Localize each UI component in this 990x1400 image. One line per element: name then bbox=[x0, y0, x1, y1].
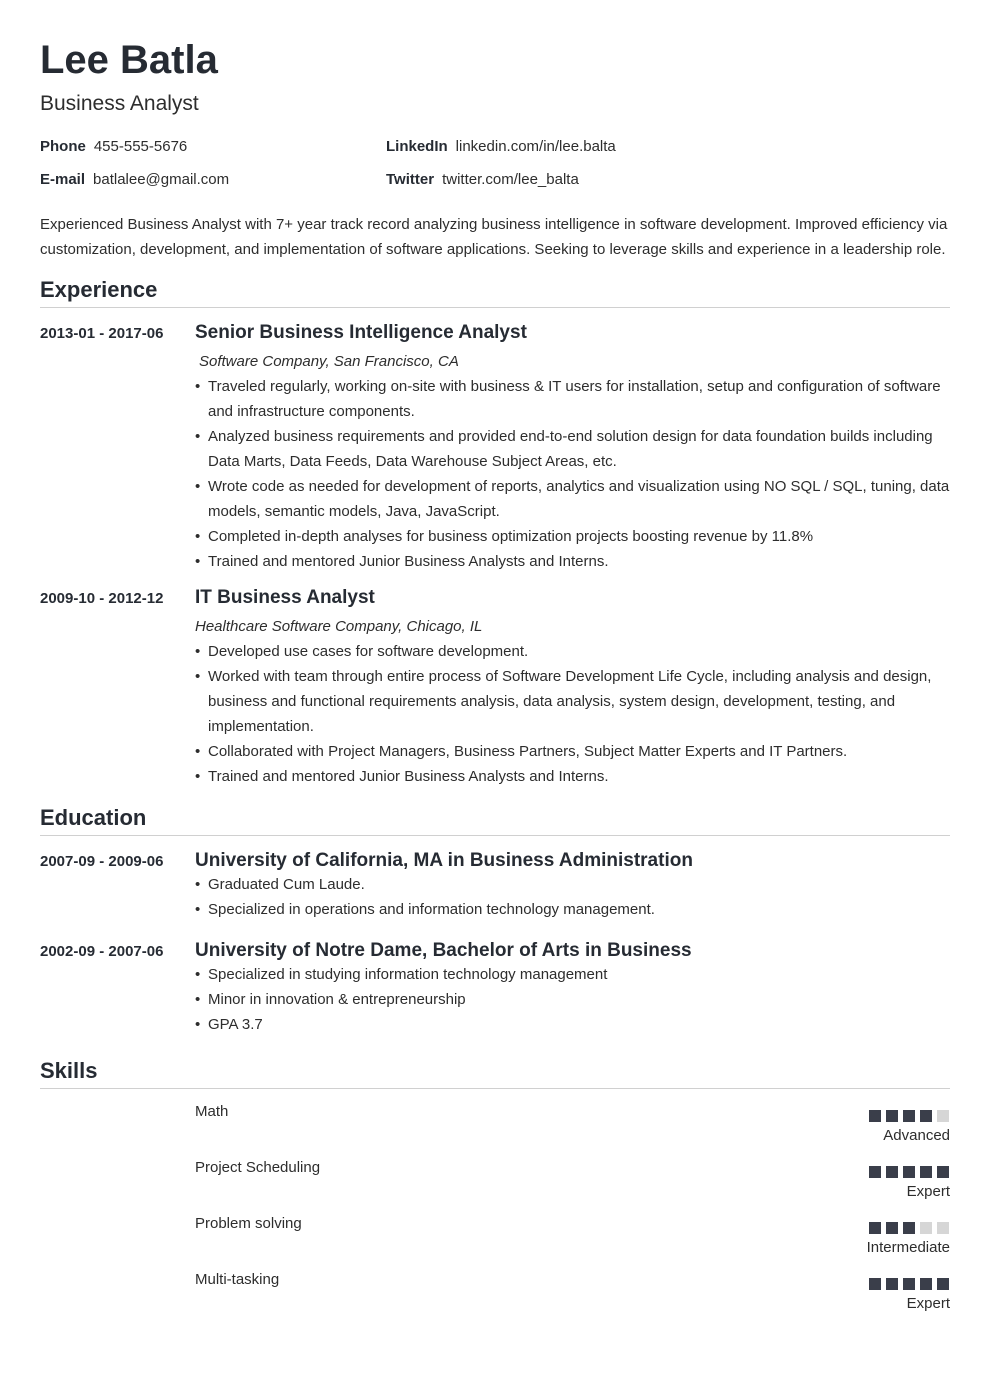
skill-level: Advanced bbox=[883, 1127, 950, 1144]
skill-row bbox=[40, 1215, 950, 1265]
entry-date: 2013-01 - 2017-06 bbox=[40, 325, 164, 342]
list-item: • Graduated Cum Laude. bbox=[195, 872, 950, 897]
list-item: • Worked with team through entire process of Software Development Life Cycle, including analysis and design, business and functional requirements analysis, data analysis, system design, development, testing, and implementation. bbox=[195, 664, 950, 739]
rating-square-filled bbox=[869, 1222, 881, 1234]
rating-square-filled bbox=[903, 1166, 915, 1178]
education-heading: Education bbox=[40, 805, 950, 836]
email-label: E-mail bbox=[40, 171, 86, 188]
list-item: • Traveled regularly, working on-site with business & IT users for installation, setup and configuration of software and infrastructure components. bbox=[195, 374, 950, 424]
rating-square-filled bbox=[869, 1278, 881, 1290]
list-item: • Collaborated with Project Managers, Business Partners, Subject Matter Experts and IT Partners. bbox=[195, 739, 950, 764]
rating-square-filled bbox=[937, 1278, 949, 1290]
rating-square-filled bbox=[869, 1166, 881, 1178]
contact-twitter bbox=[386, 171, 579, 189]
education-details-list bbox=[195, 872, 950, 922]
list-item: • Minor in innovation & entrepreneurship bbox=[195, 987, 950, 1012]
contact-phone bbox=[40, 138, 187, 156]
contact-linkedin bbox=[386, 138, 616, 156]
rating-square-filled bbox=[886, 1166, 898, 1178]
rating-square-filled bbox=[937, 1166, 949, 1178]
skills-heading: Skills bbox=[40, 1058, 950, 1089]
linkedin-value[interactable]: linkedin.com/in/lee.balta bbox=[455, 138, 616, 155]
candidate-name: Lee Batla bbox=[40, 38, 218, 82]
degree-title: University of Notre Dame, Bachelor of Arts in Business bbox=[195, 940, 692, 961]
entry-date: 2002-09 - 2007-06 bbox=[40, 943, 164, 960]
experience-heading: Experience bbox=[40, 277, 950, 308]
rating-square-filled bbox=[903, 1278, 915, 1290]
phone-label: Phone bbox=[40, 138, 86, 155]
list-item: • Trained and mentored Junior Business Analysts and Interns. bbox=[195, 549, 950, 574]
duties-list bbox=[195, 374, 950, 574]
entry-body bbox=[195, 850, 950, 922]
rating-square-filled bbox=[886, 1110, 898, 1122]
twitter-value[interactable]: twitter.com/lee_balta bbox=[442, 171, 579, 188]
skill-rating bbox=[869, 1110, 949, 1122]
linkedin-label: LinkedIn bbox=[386, 138, 448, 155]
list-item: • Developed use cases for software development. bbox=[195, 639, 950, 664]
contact-email bbox=[40, 171, 229, 189]
skill-rating bbox=[869, 1278, 949, 1290]
list-item: • Specialized in operations and information technology management. bbox=[195, 897, 950, 922]
rating-square-filled bbox=[903, 1110, 915, 1122]
list-item: • GPA 3.7 bbox=[195, 1012, 950, 1037]
skill-rating bbox=[869, 1166, 949, 1178]
candidate-title: Business Analyst bbox=[40, 92, 199, 115]
entry-date: 2007-09 - 2009-06 bbox=[40, 853, 164, 870]
skill-row bbox=[40, 1271, 950, 1321]
rating-square-empty bbox=[937, 1110, 949, 1122]
job-title: Senior Business Intelligence Analyst bbox=[195, 322, 527, 343]
duties-list bbox=[195, 639, 950, 789]
list-item: • Completed in-depth analyses for business optimization projects boosting revenue by 11.8% bbox=[195, 524, 950, 549]
company-line: Software Company, San Francisco, CA bbox=[199, 353, 459, 370]
entry-body bbox=[195, 322, 950, 574]
email-value[interactable]: batlalee@gmail.com bbox=[93, 171, 230, 188]
entry-body bbox=[195, 587, 950, 789]
rating-square-filled bbox=[920, 1110, 932, 1122]
skill-level: Expert bbox=[906, 1295, 950, 1312]
skill-name: Multi-tasking bbox=[195, 1271, 280, 1288]
rating-square-filled bbox=[920, 1278, 932, 1290]
skill-name: Problem solving bbox=[195, 1215, 302, 1232]
skill-name: Math bbox=[195, 1103, 229, 1120]
skill-row bbox=[40, 1159, 950, 1209]
list-item: • Analyzed business requirements and provided end-to-end solution design for data foundation builds including Data Marts, Data Feeds, Data Warehouse Subject Areas, etc. bbox=[195, 424, 950, 474]
rating-square-filled bbox=[869, 1110, 881, 1122]
rating-square-filled bbox=[903, 1222, 915, 1234]
phone-value: 455-555-5676 bbox=[93, 138, 188, 155]
list-item: • Trained and mentored Junior Business Analysts and Interns. bbox=[195, 764, 950, 789]
twitter-label: Twitter bbox=[386, 171, 435, 188]
skill-level: Expert bbox=[906, 1183, 950, 1200]
skill-name: Project Scheduling bbox=[195, 1159, 321, 1176]
skill-row bbox=[40, 1103, 950, 1153]
company-line: Healthcare Software Company, Chicago, IL bbox=[195, 618, 483, 635]
entry-date: 2009-10 - 2012-12 bbox=[40, 590, 164, 607]
list-item: • Specialized in studying information technology management bbox=[195, 962, 950, 987]
rating-square-filled bbox=[886, 1222, 898, 1234]
rating-square-empty bbox=[937, 1222, 949, 1234]
rating-square-empty bbox=[920, 1222, 932, 1234]
degree-title: University of California, MA in Business Administration bbox=[195, 850, 693, 871]
job-title: IT Business Analyst bbox=[195, 587, 375, 608]
rating-square-filled bbox=[886, 1278, 898, 1290]
profile-summary: Experienced Business Analyst with 7+ year track record analyzing business intelligence in software development. Improved efficiency via customization, development, and implementation of software applications. Seeking to leverage skills and experience in a leadership role. bbox=[40, 216, 948, 258]
rating-square-filled bbox=[920, 1166, 932, 1178]
list-item: • Wrote code as needed for development of reports, analytics and visualization using NO SQL / SQL, tuning, data models, semantic models, Java, JavaScript. bbox=[195, 474, 950, 524]
skill-rating bbox=[869, 1222, 949, 1234]
education-details-list bbox=[195, 962, 950, 1037]
skill-level: Intermediate bbox=[866, 1239, 950, 1256]
entry-body bbox=[195, 940, 950, 1037]
